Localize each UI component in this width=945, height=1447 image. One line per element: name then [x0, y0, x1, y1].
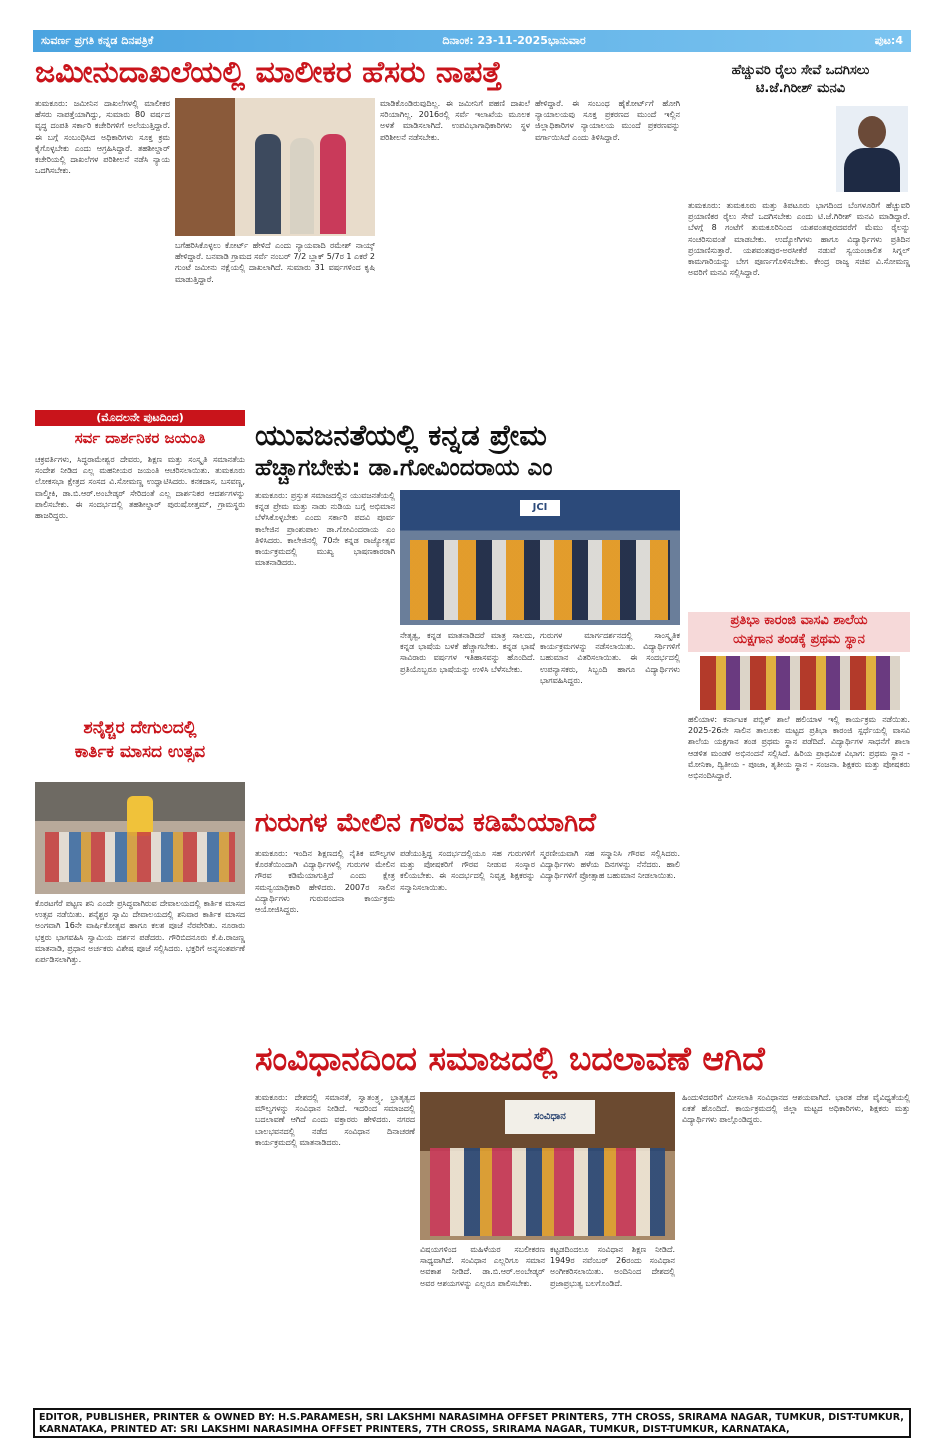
yakshagana-body: ಹಲಿಯಾಳ: ಕರ್ನಾಟಕ ಪಬ್ಲಿಕ್ ಶಾಲೆ ಹಲಿಯಾಳ ಇಲ್ಲಿ ಕಾರ್ಯಕ್ರಮ ನಡೆಯಿತು. 2025-26ನೇ ಸಾಲಿನ ತಾಲೂಕು ಮಟ್ಟದ ಪ್ರತಿಭಾ ಕಾರಂಜಿ ಸ್ಪರ್ಧೆಯಲ್ಲಿ ವಾಸವಿ ಶಾಲೆಯ ಯಕ್ಷಗಾನ ತಂಡ ಪ್ರಥಮ ಸ್ಥಾನ ಪಡೆದಿದೆ. ವಿದ್ಯಾರ್ಥಿಗಳ ಸಾಧನೆಗೆ ಶಾಲಾ ಆಡಳಿತ ಮಂಡಳಿ ಅಭಿನಂದನೆ ಸಲ್ಲಿಸಿದೆ. ಹಿರಿಯ ಪ್ರಾಥಮಿಕ ವಿಭಾಗ: ಪ್ರಥಮ ಸ್ಥಾನ - ಮೋನಿಕಾ, ದ್ವಿತೀಯ - ಪೂಜಾ, ತೃತೀಯ ಸ್ಥಾನ - ಸಂಜನಾ. ಶಿಕ್ಷಕರು ಮತ್ತು ಪೋಷಕರು ಅಭಿನಂದಿಸಿದ್ದಾರೆ. — [688, 715, 910, 781]
youth-col2: ನೇತೃತ್ವ, ಕನ್ನಡ ಮಾತನಾಡಿದರೆ ಮಾತ್ರ ಸಾಲದು, ಕನ್ನಡ ಭಾಷೆಯ ಬಳಕೆ ಹೆಚ್ಚಾಗಬೇಕು. ಕನ್ನಡ ಭಾಷೆ ಸಾವಿರಾರು ವರ್ಷಗಳ ಇತಿಹಾಸವನ್ನು ಹೊಂದಿದೆ. ಪ್ರತಿಯೊಬ್ಬರೂ ಭಾಷೆಯನ್ನು ಉಳಿಸಿ ಬೆಳೆಸಬೇಕು. — [400, 631, 535, 674]
constitution-col4: ಹಿಂದುಳಿದವರಿಗೆ ಮೀಸಲಾತಿ ಸಂವಿಧಾನದ ಆಶಯವಾಗಿದೆ. ಭಾರತ ದೇಶ ವೈವಿಧ್ಯತೆಯಲ್ಲಿ ಏಕತೆ ಹೊಂದಿದೆ. ಕಾರ್ಯಕ್ರಮದಲ್ಲಿ ಜಿಲ್ಲಾ ಮಟ್ಟದ ಅಧಿಕಾರಿಗಳು, ಶಿಕ್ಷಕರು ಮತ್ತು ವಿದ್ಯಾರ್ಥಿಗಳು ಪಾಲ್ಗೊಂಡಿದ್ದರು. — [682, 1093, 910, 1125]
land-col1: ತುಮಕೂರು: ಜಮೀನಿನ ದಾಖಲೆಗಳಲ್ಲಿ ಮಾಲೀಕರ ಹೆಸರು ನಾಪತ್ತೆಯಾಗಿದ್ದು, ಸುಮಾರು 80 ವರ್ಷದ ವೃದ್ಧ ದಂಪತಿ ಸರ್ಕಾರಿ ಕಚೇರಿಗಳಿಗೆ ಅಲೆಯುತ್ತಿದ್ದಾರೆ. ಈ ಬಗ್ಗೆ ಸಂಬಂಧಿಸಿದ ಅಧಿಕಾರಿಗಳು ಸೂಕ್ತ ಕ್ರಮ ಕೈಗೊಳ್ಳಬೇಕು ಎಂದು ಆಗ್ರಹಿಸಿದ್ದಾರೆ. ತಹಶೀಲ್ದಾರ್ ಕಚೇರಿಯಲ್ಲಿ ದಾಖಲೆಗಳ ಪರಿಶೀಲನೆ ನಡೆಸಿ ನ್ಯಾಯ ಒದಗಿಸಬೇಕು. — [35, 99, 170, 176]
imprint-line-1: EDITOR, PUBLISHER, PRINTER & OWNED BY: H.S.PARAMESH, SRI LAKSHMI NARASIMHA OFFSET PRINTERS, 7TH CROSS, SRIRAMA NAGAR, TUMKUR, DIST-TUMKUR, — [39, 1412, 904, 1423]
yakshagana-headline-1: ಪ್ರತಿಭಾ ಕಾರಂಜಿ ವಾಸವಿ ಶಾಲೆಯ — [730, 614, 868, 628]
continued-headline: ಸರ್ವ ದಾರ್ಶನಿಕರ ಜಯಂತಿ — [74, 430, 206, 447]
masthead-bar — [33, 30, 911, 52]
youth-headline-1: ಯುವಜನತೆಯಲ್ಲಿ ಕನ್ನಡ ಪ್ರೇಮ — [255, 420, 547, 452]
constitution-banner: ಸಂವಿಧಾನ — [505, 1100, 595, 1134]
gurus-col1: ತುಮಕೂರು: ಇಂದಿನ ಶಿಕ್ಷಣದಲ್ಲಿ ನೈತಿಕ ಮೌಲ್ಯಗಳ ಕೊರತೆಯಿಂದಾಗಿ ವಿದ್ಯಾರ್ಥಿಗಳಲ್ಲಿ ಗುರುಗಳ ಮೇಲಿನ ಗೌರವ ಕಡಿಮೆಯಾಗುತ್ತಿದೆ ಎಂದು ಕ್ಷೇತ್ರ ಸಮನ್ವಯಾಧಿಕಾರಿ ಹೇಳಿದರು. 2007ರ ಸಾಲಿನ ವಿದ್ಯಾರ್ಥಿಗಳು ಗುರುವಂದನಾ ಕಾರ್ಯಕ್ರಮ ಆಯೋಜಿಸಿದ್ದರು. — [255, 849, 395, 915]
issue-date: ದಿನಾಂಕ: 23-11-2025ಭಾನುವಾರ — [442, 34, 586, 47]
temple-headline-1: ಶನೈಶ್ಚರ ದೇಗುಲದಲ್ಲಿ — [83, 720, 197, 738]
youth-photo — [400, 490, 680, 625]
train-body: ತುಮಕೂರು: ತುಮಕೂರು ಮತ್ತು ತಿಪಟೂರು ಭಾಗದಿಂದ ಬೆಂಗಳೂರಿಗೆ ಹೆಚ್ಚುವರಿ ಪ್ರಯಾಣಿಕರ ರೈಲು ಸೇವೆ ಒದಗಿಸಬೇಕು ಎಂದು ಟಿ.ಜೆ.ಗಿರೀಶ್ ಮನವಿ ಮಾಡಿದ್ದಾರೆ. ಬೆಳಗ್ಗೆ 8 ಗಂಟೆಗೆ ತುಮಕೂರಿನಿಂದ ಯಶವಂತಪುರದವರೆಗೆ ಮೆಮು ರೈಲನ್ನು ಸಂಚರಿಸುವಂತೆ ಮಾಡಬೇಕು. ಉದ್ಯೋಗಿಗಳು ಹಾಗೂ ವಿದ್ಯಾರ್ಥಿಗಳು ಪ್ರತಿದಿನ ಪ್ರಯಾಣಿಸುತ್ತಾರೆ. ಯಶವಂತಪುರ-ಅರಸೀಕೆರೆ ನಡುವೆ ಸ್ವಯಂಚಾಲಿತ ಸಿಗ್ನಲ್ ಕಾಮಗಾರಿಯನ್ನು ಬೇಗ ಪೂರ್ಣಗೊಳಿಸಬೇಕು. ಕೇಂದ್ರ ರಾಜ್ಯ ಸಚಿವ ವಿ.ಸೋಮಣ್ಣ ಅವರಿಗೆ ಮನವಿ ಸಲ್ಲಿಸಿದ್ದಾರೆ. — [688, 201, 910, 278]
yakshagana-headline-2: ಯಕ್ಷಗಾನ ತಂಡಕ್ಕೆ ಪ್ರಥಮ ಸ್ಥಾನ — [733, 633, 865, 647]
temple-body: ಕೊರಟಗೆರೆ ಪಟ್ಟಣ ಶನಿ ಎಂದೇ ಪ್ರಸಿದ್ಧವಾಗಿರುವ ದೇವಾಲಯದಲ್ಲಿ ಕಾರ್ತಿಕ ಮಾಸದ ಉತ್ಸವ ನಡೆಯಿತು. ಶನೈಶ್ಚರ ಸ್ವಾಮಿ ದೇವಾಲಯದಲ್ಲಿ ಶನಿವಾರ ಕಾರ್ತಿಕ ಮಾಸದ ಅಂಗವಾಗಿ 16ನೇ ವಾರ್ಷಿಕೋತ್ಸವ ಹಾಗೂ ಕಲಶ ಪೂಜೆ ನೆರವೇರಿತು. ನೂರಾರು ಭಕ್ತರು ಭಾಗವಹಿಸಿ ಸ್ವಾಮಿಯ ದರ್ಶನ ಪಡೆದರು. ಗೌರಿಬಿದನೂರು ಕೆ.ಪಿ.ರಾಜಣ್ಣ ಮಾತನಾಡಿ, ಪ್ರಧಾನ ಅರ್ಚಕರು ವಿಶೇಷ ಪೂಜೆ ಸಲ್ಲಿಸಿದರು. ಭಕ್ತರಿಗೆ ಅನ್ನಸಂತರ್ಪಣೆ ಏರ್ಪಡಿಸಲಾಗಿತ್ತು. — [35, 899, 245, 965]
train-headline-2: ಟಿ.ಜೆ.ಗಿರೀಶ್ ಮನವಿ — [755, 82, 846, 96]
gurus-col2: ಪಡೆಯುತ್ತಿದ್ದ ಸಂದರ್ಭದಲ್ಲಿಯೂ ಸಹ ಗುರುಗಳಿಗೆ ಮತ್ತು ಪೋಷಕರಿಗೆ ಗೌರವ ನೀಡುವ ಸಂಸ್ಕಾರ ಕಲಿಯಬೇಕು. ಈ ಸಂದರ್ಭದಲ್ಲಿ ನಿವೃತ್ತ ಶಿಕ್ಷಕರನ್ನು ಸನ್ಮಾನಿಸಲಾಯಿತು. — [400, 849, 535, 892]
temple-headline-2: ಕಾರ್ತಿಕ ಮಾಸದ ಉತ್ಸವ — [74, 744, 206, 762]
land-headline: ಜಮೀನುದಾಖಲೆಯಲ್ಲಿ ಮಾಲೀಕರ ಹೆಸರು ನಾಪತ್ತೆ — [35, 58, 503, 90]
constitution-col2: ವಿಷಯಗಳಿಂದ ಮಹಿಳೆಯರ ಸಬಲೀಕರಣ ಸಾಧ್ಯವಾಗಿದೆ. ಸಂವಿಧಾನ ಎಲ್ಲರಿಗೂ ಸಮಾನ ಅವಕಾಶ ನೀಡಿದೆ. ಡಾ.ಬಿ.ಆರ್.ಅಂಬೇಡ್ಕರ್ ಅವರ ಆಶಯಗಳನ್ನು ಎಲ್ಲರೂ ಪಾಲಿಸಬೇಕು. — [420, 1245, 545, 1288]
yakshagana-photo — [700, 656, 900, 710]
constitution-col1: ತುಮಕೂರು: ದೇಶದಲ್ಲಿ ಸಮಾನತೆ, ಸ್ವಾತಂತ್ರ್ಯ, ಭ್ರಾತೃತ್ವದ ಮೌಲ್ಯಗಳನ್ನು ಸಂವಿಧಾನ ನೀಡಿದೆ. ಇದರಿಂದ ಸಮಾಜದಲ್ಲಿ ಬದಲಾವಣೆ ಆಗಿದೆ ಎಂದು ವಕ್ತಾರರು ಹೇಳಿದರು. ನಗರದ ಬಾಲಭವನದಲ್ಲಿ ನಡೆದ ಸಂವಿಧಾನ ದಿನಾಚರಣೆ ಕಾರ್ಯಕ್ರಮದಲ್ಲಿ ಮಾತನಾಡಿದರು. — [255, 1093, 415, 1147]
continued-label: (ಮೊದಲನೇ ಪುಟದಿಂದ) — [35, 410, 245, 426]
page-number: ಪುಟ:4 — [874, 34, 903, 47]
constitution-headline: ಸಂವಿಧಾನದಿಂದ ಸಮಾಜದಲ್ಲಿ ಬದಲಾವಣೆ ಆಗಿದೆ — [255, 1042, 765, 1078]
imprint-line-2: KARNATAKA, PRINTED AT: SRI LAKSHMI NARASIMHA OFFSET PRINTERS, 7TH CROSS, SRIRAMA NAGAR, TUMKUR, DIST-TUMKUR, KARNATAKA, — [39, 1424, 790, 1435]
continued-body: ಚಕ್ರವರ್ತಿಗಳು, ಸಿದ್ಧರಾಮೇಶ್ವರ ದೇವರು, ಶಿಕ್ಷಣ ಮತ್ತು ಸಂಸ್ಕೃತಿ ಸಮಾನತೆಯ ಸಂದೇಶ ನೀಡಿದ ಎಲ್ಲ ಮಹನೀಯರ ಜಯಂತಿ ಆಚರಿಸಲಾಯಿತು. ತುಮಕೂರು ಲೋಕಸಭಾ ಕ್ಷೇತ್ರದ ಸಂಸದ ವಿ.ಸೋಮಣ್ಣ ಉದ್ಘಾಟಿಸಿದರು. ಕನಕದಾಸ, ಬಸವಣ್ಣ, ವಾಲ್ಮೀಕಿ, ಡಾ.ಬಿ.ಆರ್.ಅಂಬೇಡ್ಕರ್ ಸೇರಿದಂತೆ ಎಲ್ಲ ದಾರ್ಶನಿಕರ ಆದರ್ಶಗಳನ್ನು ಪಾಲಿಸಬೇಕು. ಈ ಸಂದರ್ಭದಲ್ಲಿ ತಹಶೀಲ್ದಾರ್ ಪುರುಷೋತ್ತಮ್, ಗ್ರಾಮಸ್ಥರು ಹಾಜರಿದ್ದರು. — [35, 455, 245, 521]
land-col3: ಮಾಡಿಕೊಂಡಿರುವುದಿಲ್ಲ. ಈ ಜಮೀನಿಗೆ ಪಹಣಿ ದಾಖಲೆ ಸರಿಯಾಗಿಲ್ಲ. 2016ರಲ್ಲಿ ಸರ್ವೆ ಇಲಾಖೆಯ ಮೂಲಕ ಅಳತೆ ಮಾಡಿಸಲಾಗಿದೆ. ಉಪವಿಭಾಗಾಧಿಕಾರಿಗಳು ಸ್ಥಳ ಪರಿಶೀಲನೆ ನಡೆಸಬೇಕು. — [380, 99, 530, 142]
land-photo — [175, 98, 375, 236]
imprint-footer — [33, 1408, 911, 1438]
constitution-photo — [420, 1092, 675, 1240]
constitution-col3: ಕಟ್ಟಡದಿಂದಲೂ ಸಂವಿಧಾನ ಶಿಕ್ಷಣ ನೀಡಿದೆ. 1949ರ ನವೆಂಬರ್ 26ರಂದು ಸಂವಿಧಾನ ಅಂಗೀಕರಿಸಲಾಯಿತು. ಅಂದಿನಿಂದ ದೇಶದಲ್ಲಿ ಪ್ರಜಾಪ್ರಭುತ್ವ ಬಲಗೊಂಡಿದೆ. — [550, 1245, 675, 1288]
youth-col3: ಗುರುಗಳ ಮಾರ್ಗದರ್ಶನದಲ್ಲಿ ಸಾಂಸ್ಕೃತಿಕ ಕಾರ್ಯಕ್ರಮಗಳನ್ನು ನಡೆಸಲಾಯಿತು. ವಿದ್ಯಾರ್ಥಿಗಳಿಗೆ ಬಹುಮಾನ ವಿತರಿಸಲಾಯಿತು. ಈ ಸಂದರ್ಭದಲ್ಲಿ ಉಪನ್ಯಾಸಕರು, ಸಿಬ್ಬಂದಿ ಹಾಗೂ ವಿದ್ಯಾರ್ಥಿಗಳು ಭಾಗವಹಿಸಿದ್ದರು. — [540, 631, 680, 685]
paper-name: ಸುವರ್ಣ ಪ್ರಗತಿ ಕನ್ನಡ ದಿನಪತ್ರಿಕೆ — [41, 34, 154, 47]
youth-banner: JCI — [520, 500, 560, 516]
youth-headline-2: ಹೆಚ್ಚಾಗಬೇಕು: ಡಾ.ಗೋವಿಂದರಾಯ ಎಂ — [255, 456, 553, 481]
youth-col1: ತುಮಕೂರು: ಪ್ರಸ್ತುತ ಸಮಾಜದಲ್ಲಿನ ಯುವಜನತೆಯಲ್ಲಿ ಕನ್ನಡ ಪ್ರೇಮ ಮತ್ತು ನಾಡು ನುಡಿಯ ಬಗ್ಗೆ ಅಭಿಮಾನ ಬೆಳೆಸಿಕೊಳ್ಳಬೇಕು ಎಂದು ಸರ್ಕಾರಿ ಪದವಿ ಪೂರ್ವ ಕಾಲೇಜಿನ ಪ್ರಾಂಶುಪಾಲ ಡಾ.ಗೋವಿಂದರಾಯ ಎಂ ತಿಳಿಸಿದರು. ಕಾಲೇಜಿನಲ್ಲಿ 70ನೇ ಕನ್ನಡ ರಾಜ್ಯೋತ್ಸವ ಕಾರ್ಯಕ್ರಮದಲ್ಲಿ ಮುಖ್ಯ ಭಾಷಣಕಾರರಾಗಿ ಮಾತನಾಡಿದರು. — [255, 491, 395, 568]
temple-photo — [35, 782, 245, 894]
gurus-headline: ಗುರುಗಳ ಮೇಲಿನ ಗೌರವ ಕಡಿಮೆಯಾಗಿದೆ — [255, 810, 597, 838]
train-headline-1: ಹೆಚ್ಚುವರಿ ರೈಲು ಸೇವೆ ಒದಗಿಸಲು — [731, 64, 870, 78]
land-col4: ಹೇಳಿದ್ದಾರೆ. ಈ ಸಂಬಂಧ ಹೈಕೋರ್ಟ್‌ಗೆ ಹೋಗಿ ನ್ಯಾಯಾಲಯವು ಸೂಕ್ತ ಪ್ರಕರಣದ ಮುಂದೆ ಇಲ್ಲಿನ ಜಿಲ್ಲಾಧಿಕಾರಿಗಳ ನ್ಯಾಯಾಲಯ ಮುಂದೆ ಪ್ರಕರಣವನ್ನು ವರ್ಗಾಯಿಸಿದೆ ಎಂದು ತಿಳಿಸಿದ್ದಾರೆ. — [535, 99, 680, 142]
gurus-col3: ಸ್ಮರಣೀಯವಾಗಿ ಸಹ ಸನ್ಮಾನಿಸಿ ಗೌರವ ಸಲ್ಲಿಸಿದರು. ವಿದ್ಯಾರ್ಥಿಗಳು ಹಳೆಯ ದಿನಗಳನ್ನು ನೆನೆದರು. ಹಾಲಿ ವಿದ್ಯಾರ್ಥಿಗಳಿಗೆ ಪ್ರೋತ್ಸಾಹ ಬಹುಮಾನ ನೀಡಲಾಯಿತು. — [540, 849, 680, 881]
land-col2: ಬಗೆಹರಿಸಿಕೊಳ್ಳಲು ಕೋರ್ಟ್ ಹೇಳಿದೆ ಎಂದು ನ್ಯಾಯವಾದಿ ರಮೇಶ್ ನಾಯ್ಕ್ ಹೇಳಿದ್ದಾರೆ. ಬನವಾಡಿ ಗ್ರಾಮದ ಸರ್ವೆ ನಂಬರ್ 7/2 ಬ್ಲಾಕ್ 5/7ರ 1 ಎಕರೆ 2 ಗುಂಟೆ ಜಮೀನು ನಕ್ಷೆಯಲ್ಲಿ ದಾಖಲಾಗಿದೆ. ಸುಮಾರು 31 ವರ್ಷಗಳಿಂದ ಕೃಷಿ ಮಾಡುತ್ತಿದ್ದಾರೆ. — [175, 241, 375, 284]
train-portrait — [836, 106, 908, 192]
